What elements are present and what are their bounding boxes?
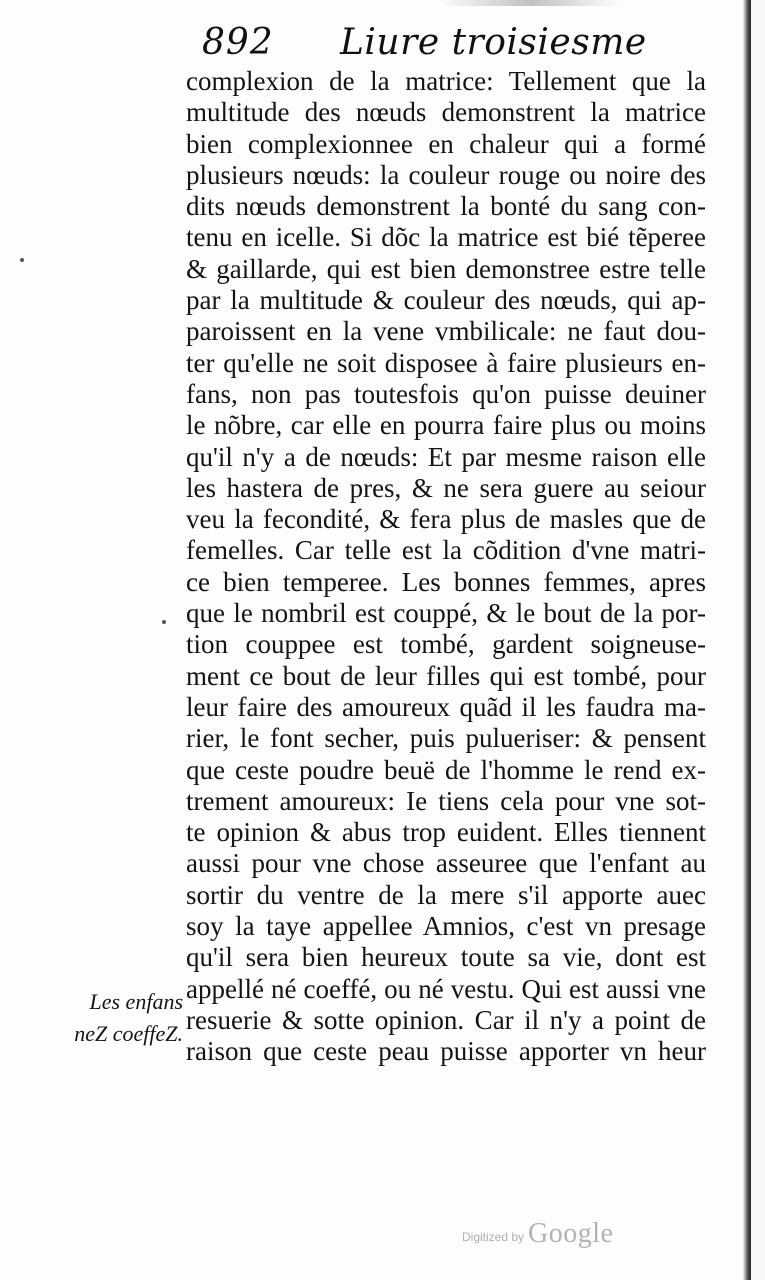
text-line: le nõbre, car elle en pourra faire plus ou moins xyxy=(186,410,706,441)
text-line: qu'il sera bien heureux toute sa vie, dont est xyxy=(186,942,706,973)
page-edge-background xyxy=(751,0,765,1280)
margin-note xyxy=(58,986,183,1050)
text-line: bien complexionnee en chaleur qui a formé xyxy=(186,128,706,159)
text-line: dits nœuds demonstrent la bonté du sang con- xyxy=(186,191,706,222)
text-line: aussi pour vne chose asseuree que l'enfant au xyxy=(186,848,706,879)
google-logo: Google xyxy=(528,1218,614,1249)
text-line: ter qu'elle ne soit disposee à faire plusieurs en- xyxy=(186,347,706,378)
text-line: trement amoureux: Ie tiens cela pour vne sot- xyxy=(186,785,706,816)
scan-dot xyxy=(20,258,24,262)
scan-dot xyxy=(162,620,166,624)
page-edge-shadow xyxy=(743,0,751,1280)
text-line: femelles. Car telle est la cõdition d'vne matri- xyxy=(186,535,706,566)
text-line: les hastera de pres, & ne sera guere au seiour xyxy=(186,472,706,503)
text-line: plusieurs nœuds: la couleur rouge ou noire des xyxy=(186,159,706,190)
text-line: raison que ceste peau puisse apporter vn heur xyxy=(186,1036,706,1067)
text-line: par la multitude & couleur des nœuds, qui ap- xyxy=(186,285,706,316)
text-line: que le nombril est couppé, & le bout de la por- xyxy=(186,598,706,629)
text-line: ment ce bout de leur filles qui est tombé, pour xyxy=(186,660,706,691)
text-line: que ceste poudre beuë de l'homme le rend ex- xyxy=(186,754,706,785)
running-head: Liure troisiesme xyxy=(340,22,647,63)
digitized-watermark xyxy=(462,1218,642,1258)
scan-smudge xyxy=(440,0,620,6)
text-line: qu'il n'y a de nœuds: Et par mesme raison elle xyxy=(186,441,706,472)
margin-note-line: neZ coeffeZ. xyxy=(74,1021,183,1046)
page-number: 892 xyxy=(202,22,274,63)
text-line: complexion de la matrice: Tellement que la xyxy=(186,66,706,96)
text-line: sortir du ventre de la mere s'il apporte auec xyxy=(186,879,706,910)
text-line: tenu en icelle. Si dõc la matrice est bié tẽperee xyxy=(186,222,706,253)
text-line: fans, non pas toutesfois qu'on puisse deuiner xyxy=(186,378,706,409)
body-text xyxy=(186,66,706,1068)
page-header xyxy=(200,22,700,70)
text-line: multitude des nœuds demonstrent la matrice xyxy=(186,97,706,128)
margin-note-line: Les enfans xyxy=(89,989,183,1014)
text-line: paroissent en la vene vmbilicale: ne faut dou- xyxy=(186,316,706,347)
text-line: appellé né coeffé, ou né vestu. Qui est aussi vne xyxy=(186,973,706,1004)
text-line: resuerie & sotte opinion. Car il n'y a point de xyxy=(186,1004,706,1035)
watermark-prefix: Digitized by xyxy=(462,1230,525,1244)
text-line: ce bien temperee. Les bonnes femmes, apres xyxy=(186,566,706,597)
text-line: soy la taye appellee Amnios, c'est vn presage xyxy=(186,911,706,942)
text-line: rier, le font secher, puis pulueriser: & pensent xyxy=(186,723,706,754)
text-line: veu la fecondité, & fera plus de masles que de xyxy=(186,504,706,535)
text-line: leur faire des amoureux quãd il les faudra ma- xyxy=(186,691,706,722)
text-line: te opinion & abus trop euident. Elles tiennent xyxy=(186,817,706,848)
text-line: tion couppee est tombé, gardent soigneuse- xyxy=(186,629,706,660)
text-line: & gaillarde, qui est bien demonstree estre telle xyxy=(186,253,706,284)
